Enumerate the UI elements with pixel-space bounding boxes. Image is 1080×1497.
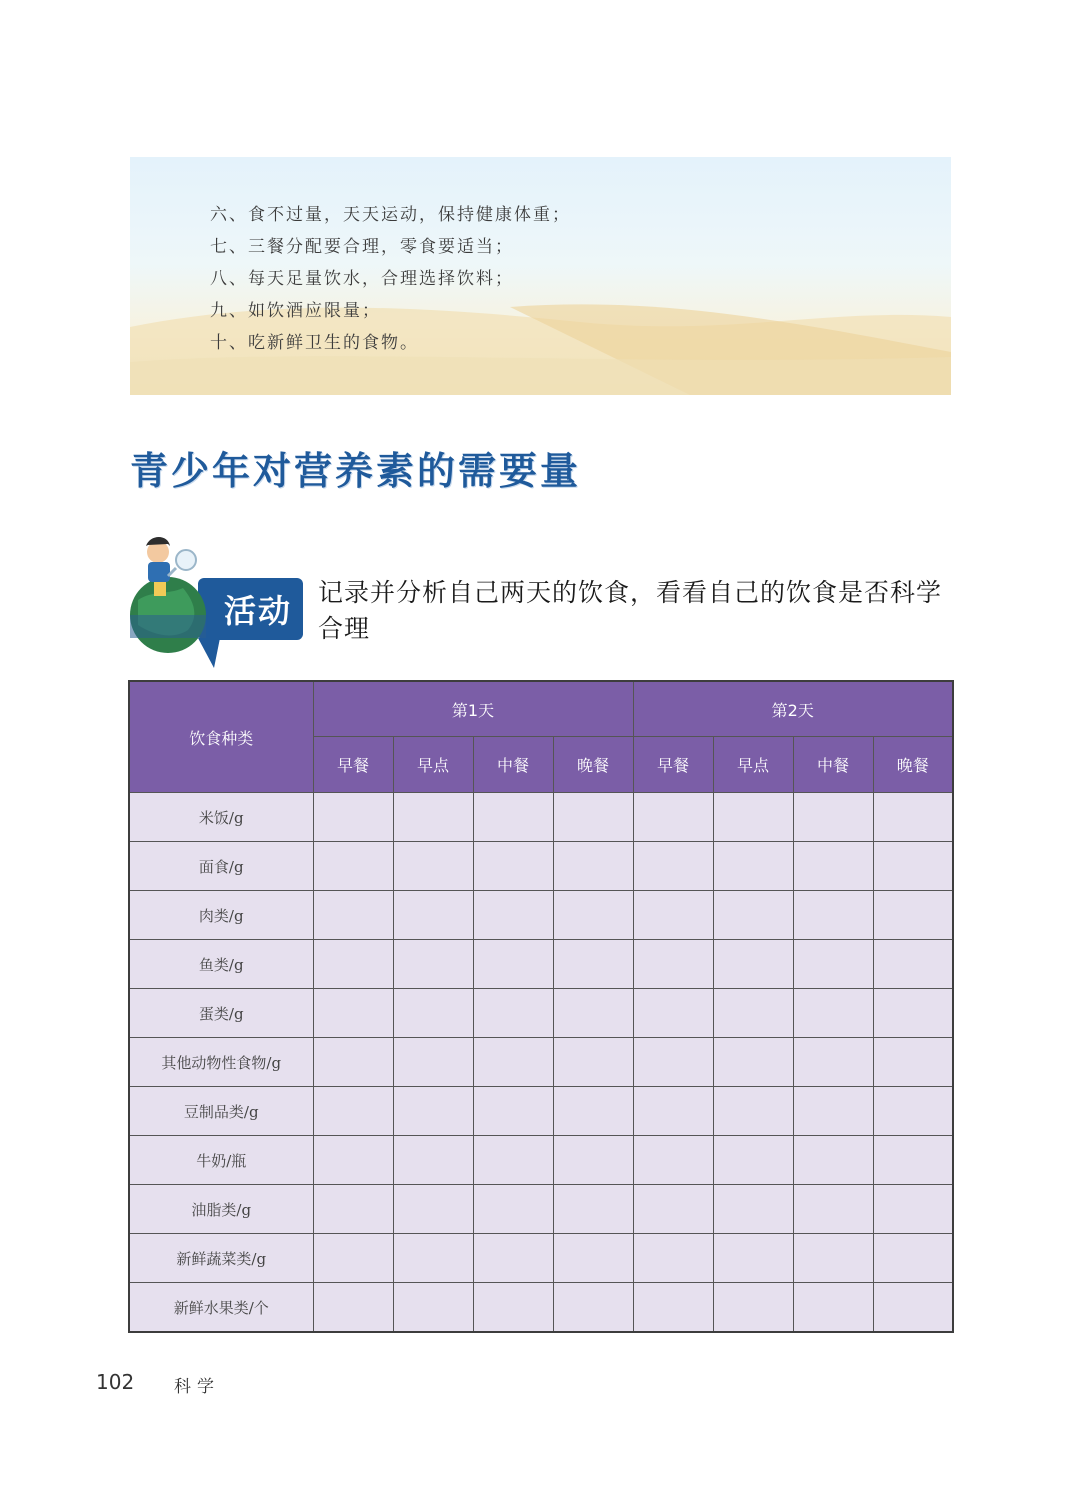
food-category-cell: 油脂类/g [129,1185,313,1234]
food-category-cell: 新鲜蔬菜类/g [129,1234,313,1283]
food-category-header: 饮食种类 [129,681,313,793]
entry-cell[interactable] [553,940,633,989]
table-row [129,989,953,1038]
entry-cell[interactable] [393,842,473,891]
entry-cell[interactable] [473,1136,553,1185]
entry-cell[interactable] [793,940,873,989]
entry-cell[interactable] [713,891,793,940]
table-row [129,940,953,989]
table-row [129,1087,953,1136]
meal-header: 早餐 [633,737,713,793]
entry-cell[interactable] [313,1283,393,1333]
entry-cell[interactable] [633,1234,713,1283]
guideline-item: 七、三餐分配要合理，零食要适当； [210,237,514,257]
guideline-item: 八、每天足量饮水，合理选择饮料； [210,269,514,289]
entry-cell[interactable] [633,891,713,940]
table-row [129,1185,953,1234]
guideline-item: 六、食不过量，天天运动，保持健康体重； [210,205,571,225]
entry-cell[interactable] [393,793,473,842]
entry-cell[interactable] [473,842,553,891]
entry-cell[interactable] [793,793,873,842]
entry-cell[interactable] [793,1234,873,1283]
entry-cell[interactable] [713,1087,793,1136]
day-2-header: 第2天 [633,681,953,737]
food-category-cell: 豆制品类/g [129,1087,313,1136]
meal-header: 中餐 [473,737,553,793]
entry-cell[interactable] [313,940,393,989]
entry-cell[interactable] [473,1038,553,1087]
entry-cell[interactable] [713,842,793,891]
entry-cell[interactable] [713,1136,793,1185]
entry-cell[interactable] [553,989,633,1038]
entry-cell[interactable] [473,1234,553,1283]
meal-header: 晚餐 [553,737,633,793]
entry-cell[interactable] [553,793,633,842]
meal-header: 晚餐 [873,737,953,793]
entry-cell[interactable] [793,1087,873,1136]
food-category-cell: 鱼类/g [129,940,313,989]
entry-cell[interactable] [633,842,713,891]
entry-cell[interactable] [313,1136,393,1185]
activity-instruction: 记录并分析自己两天的饮食，看看自己的饮食是否科学合理 [318,578,943,643]
entry-cell[interactable] [313,1038,393,1087]
entry-cell[interactable] [553,1234,633,1283]
entry-cell[interactable] [313,1234,393,1283]
entry-cell[interactable] [393,1283,473,1333]
meal-header: 早餐 [313,737,393,793]
entry-cell[interactable] [473,989,553,1038]
entry-cell[interactable] [793,1136,873,1185]
entry-cell[interactable] [393,1087,473,1136]
entry-cell[interactable] [793,1185,873,1234]
food-category-cell: 米饭/g [129,793,313,842]
meal-header: 中餐 [793,737,873,793]
table-row [129,1038,953,1087]
entry-cell[interactable] [633,1136,713,1185]
entry-cell[interactable] [873,842,953,891]
table-row [129,891,953,940]
entry-cell[interactable] [793,842,873,891]
table-row [129,793,953,842]
entry-cell[interactable] [633,940,713,989]
entry-cell[interactable] [713,1185,793,1234]
guideline-item: 九、如饮酒应限量； [210,301,381,321]
entry-cell[interactable] [873,1087,953,1136]
table-body [129,793,953,1333]
entry-cell[interactable] [873,1283,953,1333]
entry-cell[interactable] [553,891,633,940]
entry-cell[interactable] [313,1185,393,1234]
entry-cell[interactable] [713,989,793,1038]
entry-cell[interactable] [473,940,553,989]
entry-cell[interactable] [793,891,873,940]
food-category-cell: 肉类/g [129,891,313,940]
entry-cell[interactable] [313,891,393,940]
entry-cell[interactable] [553,1136,633,1185]
entry-cell[interactable] [873,793,953,842]
entry-cell[interactable] [633,1087,713,1136]
guidelines-banner [130,157,951,395]
entry-cell[interactable] [633,1283,713,1333]
entry-cell[interactable] [553,1185,633,1234]
entry-cell[interactable] [873,1234,953,1283]
section-title: 青少年对营养素的需要量 [130,449,582,493]
guidelines-list [210,199,571,359]
meal-header: 早点 [713,737,793,793]
entry-cell[interactable] [633,1038,713,1087]
entry-cell[interactable] [873,1136,953,1185]
food-category-cell: 牛奶/瓶 [129,1136,313,1185]
entry-cell[interactable] [553,1087,633,1136]
entry-cell[interactable] [873,940,953,989]
food-category-cell: 其他动物性食物/g [129,1038,313,1087]
entry-cell[interactable] [313,1087,393,1136]
entry-cell[interactable] [473,1087,553,1136]
entry-cell[interactable] [393,1185,473,1234]
entry-cell[interactable] [393,1136,473,1185]
food-category-cell: 蛋类/g [129,989,313,1038]
entry-cell[interactable] [713,1234,793,1283]
entry-cell[interactable] [393,1038,473,1087]
day-1-header: 第1天 [313,681,633,737]
entry-cell[interactable] [633,989,713,1038]
entry-cell[interactable] [793,1283,873,1333]
page-number: 102 [96,1370,135,1394]
table-row [129,1283,953,1333]
entry-cell[interactable] [873,891,953,940]
entry-cell[interactable] [553,1283,633,1333]
entry-cell[interactable] [393,940,473,989]
entry-cell[interactable] [473,1185,553,1234]
entry-cell[interactable] [313,793,393,842]
entry-cell[interactable] [713,1038,793,1087]
subject-label: 科学 [174,1377,220,1397]
entry-cell[interactable] [313,989,393,1038]
activity-badge [128,530,308,670]
activity-label: 活动 [223,592,292,630]
entry-cell[interactable] [313,842,393,891]
entry-cell[interactable] [473,891,553,940]
table-row [129,1234,953,1283]
entry-cell[interactable] [713,1283,793,1333]
food-category-cell: 面食/g [129,842,313,891]
entry-cell[interactable] [393,989,473,1038]
entry-cell[interactable] [633,793,713,842]
entry-cell[interactable] [793,989,873,1038]
table-row [129,842,953,891]
guideline-item: 十、吃新鲜卫生的食物。 [210,333,419,353]
entry-cell[interactable] [393,891,473,940]
entry-cell[interactable] [873,1185,953,1234]
entry-cell[interactable] [553,1038,633,1087]
entry-cell[interactable] [633,1185,713,1234]
diet-record-table [128,680,954,1333]
meal-header: 早点 [393,737,473,793]
entry-cell[interactable] [713,940,793,989]
entry-cell[interactable] [793,1038,873,1087]
entry-cell[interactable] [713,793,793,842]
entry-cell[interactable] [873,989,953,1038]
food-category-cell: 新鲜水果类/个 [129,1283,313,1333]
entry-cell[interactable] [873,1038,953,1087]
entry-cell[interactable] [393,1234,473,1283]
entry-cell[interactable] [473,1283,553,1333]
entry-cell[interactable] [473,793,553,842]
table-row [129,1136,953,1185]
entry-cell[interactable] [553,842,633,891]
